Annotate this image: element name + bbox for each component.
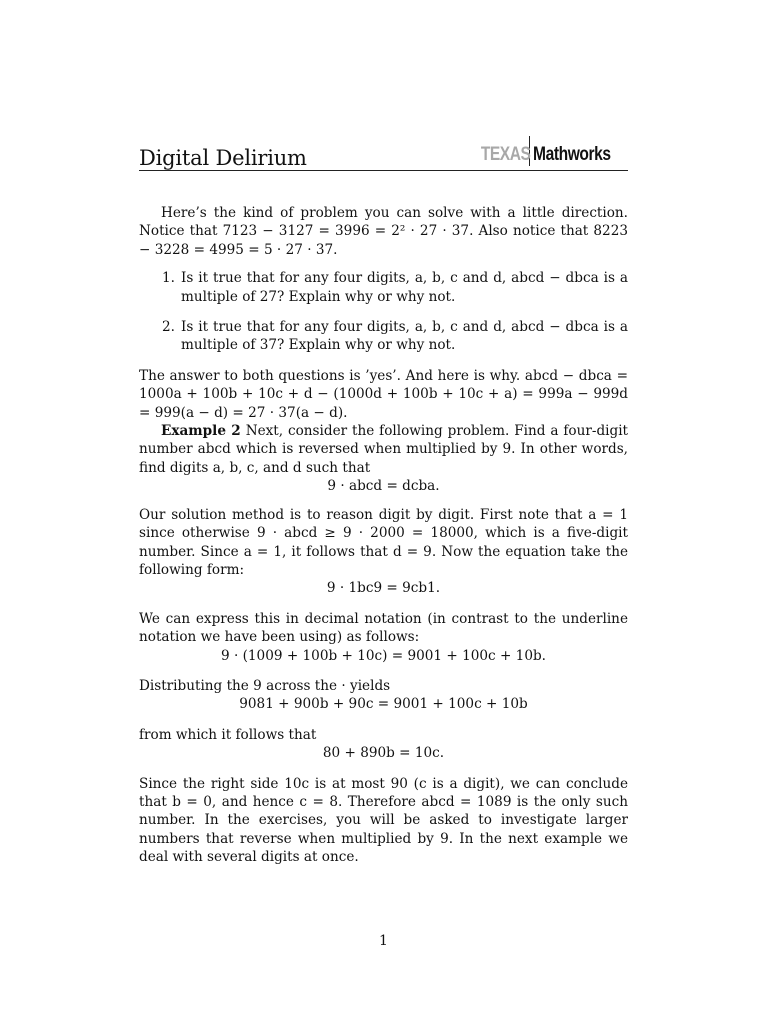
decimal-notation-paragraph: We can express this in decimal notation (in contrast to the underline notation we have been using) as follows: (139, 610, 628, 646)
example-2-label: Example 2 (161, 423, 241, 440)
texas-mathworks-logo (470, 134, 623, 166)
question-list (139, 269, 628, 355)
header-rule (139, 170, 628, 171)
equation-1: 9 · abcd = dcba. (327, 478, 440, 495)
equation-3: 9 · (1009 + 100b + 10c) = 9001 + 100c + 10b. (220, 647, 546, 664)
list-item-text: Is it true that for any four digits, a, b, c and d, abcd − dbca is a multiple of 37? Explain why or why not. (181, 319, 628, 354)
example-2-paragraph (139, 422, 628, 477)
intro-paragraph: Here’s the kind of problem you can solve with a little direction. Notice that 7123 − 3127 = 3996 = 2² · 27 · 37. Also notice that 8223 − 3228 = 4995 = 5 · 27 · 37. (139, 205, 628, 258)
page-header (139, 132, 628, 172)
answer-paragraph: The answer to both questions is ’yes’. And here is why. abcd − dbca = 1000a + 100b + 10c + d − (1000d + 100b + 10c + a) = 999a − 999d = 999(a − d) = 27 · 37(a − d). (139, 367, 628, 421)
equation-2: 9 · 1bc9 = 9cb1. (326, 580, 441, 597)
logo-mathworks-text: Mathworks (533, 144, 611, 165)
list-item (139, 318, 628, 355)
list-item-number: 1. (162, 270, 175, 287)
list-item (139, 269, 628, 306)
conclusion-paragraph: Since the right side 10c is at most 90 (c is a digit), we can conclude that b = 0, and hence c = 8. Therefore abcd = 1089 is the only such number. In the exercises, you will be asked to investigate larger numbers that reverse when multiplied by 9. In the next example we deal with several digits at once. (139, 775, 628, 866)
list-item-number: 2. (162, 319, 175, 336)
document-page (139, 0, 628, 1024)
example-2-text: Next, consider the following problem. Find a four-digit number abcd which is reversed when multiplied by 9. In other words, find digits a, b, c, and d such that (139, 423, 629, 476)
equation-5: 80 + 890b = 10c. (322, 745, 445, 762)
list-item-text: Is it true that for any four digits, a, b, c and d, abcd − dbca is a multiple of 27? Explain why or why not. (181, 270, 628, 305)
solution-paragraph: Our solution method is to reason digit by digit. First note that a = 1 since otherwise 9 · abcd ≥ 9 · 2000 = 18000, which is a five-digit number. Since a = 1, it follows that d = 9. Now the equation take the following form: (139, 506, 628, 578)
equation-4: 9081 + 900b + 90c = 9001 + 100c + 10b (239, 696, 528, 713)
page-number: 1 (379, 933, 388, 949)
distributing-paragraph: Distributing the 9 across the · yields (139, 677, 391, 694)
document-body (139, 204, 628, 867)
follows-paragraph: from which it follows that (139, 726, 317, 743)
logo-texas-text: TEXAS (480, 144, 530, 165)
page-title: Digital Delirium (139, 146, 307, 170)
